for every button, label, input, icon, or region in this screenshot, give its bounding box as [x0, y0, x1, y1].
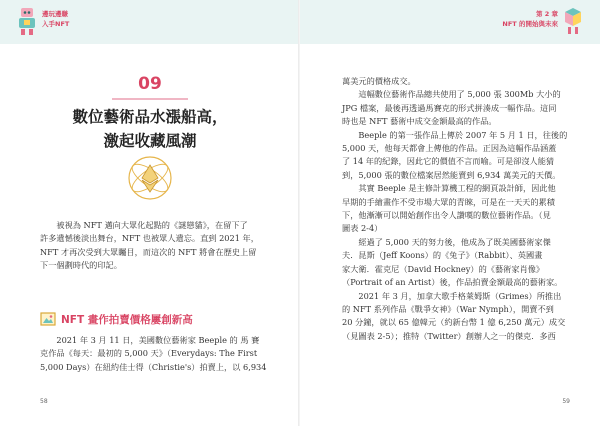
chapter-title-line1: 數位藝術品水漲船高，	[72, 108, 228, 126]
section-title: NFT 畫作拍賣價格屢創新高	[61, 313, 193, 326]
right-header-line1: 第 2 章	[535, 10, 558, 18]
body-line: 夫．昆斯（Jeff Koons）的《兔子》（Rabbit）、英國畫	[342, 250, 543, 261]
section-paragraph	[40, 334, 280, 374]
intro-line: NFT 才再次受到大眾矚目，而這次的 NFT 將會在歷史上留	[40, 246, 257, 257]
body-line: 2021 年 3 月，加拿大歌手格萊姆斯（Grimes）所推出	[342, 290, 562, 301]
chapter-number: 09	[138, 74, 162, 94]
left-header-tag	[42, 9, 69, 29]
body-line: （Portrait of an Artist）後，作品拍賣金額最高的藝術家。	[342, 277, 563, 288]
body-line: 圖表 2-4）	[342, 223, 383, 234]
right-body-text	[342, 75, 582, 343]
body-line: 20 分鐘，就以 65 億韓元（約新台幣 1 億 6,250 萬元）成交	[342, 317, 566, 328]
section-heading	[40, 310, 193, 328]
body-line: 早期的手繪畫作不受市場大眾的青睞，可是在一天天的累積	[342, 196, 555, 207]
cube-mascot-icon	[562, 6, 584, 36]
body-line: 家大衛．霍克尼（David Hockney）的《藝術家肖像》	[342, 263, 545, 274]
body-line: 的 NFT 系列作品《戰爭女神》（War Nymph），開賣不到	[342, 303, 554, 314]
gallery-frame-icon	[40, 311, 56, 327]
body-line: 這幅數位藝術作品總共使用了 5,000 張 300Mb 大小的	[342, 89, 561, 100]
body-line: 下，他漸漸可以開始創作出令人讚嘆的數位藝術作品。（見	[342, 210, 551, 221]
robot-mascot-icon	[16, 6, 38, 36]
chapter-divider	[112, 98, 188, 100]
body-line: （見圖表 2-5）；推特（Twitter）創辦人之一的傑克．多西	[342, 330, 556, 341]
ethereum-emblem-icon	[124, 152, 176, 204]
body-line: 萬美元的價格成交。	[342, 76, 416, 86]
body-line: 時也是 NFT 藝術中成交金額最高的作品。	[342, 116, 497, 127]
page-number-right: 59	[562, 398, 570, 405]
intro-line: 許多遺憾後淡出舞台，NFT 也被眾人遺忘。直到 2021 年，	[40, 233, 259, 244]
intro-line: 下一個劃時代的印記。	[40, 260, 122, 271]
section-line: 5,000 Days）在紐約佳士得（Christie's）拍賣上，以 6,934	[40, 361, 267, 372]
body-line: 到，5,000 張的數位檔案居然能賣到 6,934 萬美元的天價。	[342, 169, 561, 180]
right-page	[300, 0, 600, 426]
section-line: 2021 年 3 月 11 日，美國數位藝術家 Beeple 的 馬 賽	[40, 335, 260, 345]
body-line: 5,000 天，他每天都會上傳他的作品。正因為這幅作品涵蓋	[342, 143, 557, 154]
intro-paragraph	[40, 219, 280, 273]
left-header-line1: 邊玩邊賺	[42, 10, 68, 18]
page-number-left: 58	[40, 398, 48, 405]
chapter-title	[0, 105, 300, 153]
section-line: 克作品《每天：最初的 5,000 天》（Everydays: The First	[40, 348, 258, 359]
body-line: 其實 Beeple 是主修計算機工程的網頁設計師，因此他	[342, 183, 556, 194]
body-line: 了 14 年的紀錄，因此它的價值不言而喻。可是卻沒人能猜	[342, 156, 555, 167]
body-line: JPG 檔案，最後再透過馬賽克的形式拼湊成一幅作品。這同	[342, 102, 557, 113]
intro-line: 被視為 NFT 邁向大眾化起點的《謎戀貓》，在留下了	[40, 220, 248, 230]
body-line: Beeple 的第一張作品上傳於 2007 年 5 月 1 日，往後的	[342, 129, 568, 140]
body-line: 經過了 5,000 天的努力後，他成為了既美國藝術家傑	[342, 236, 551, 247]
left-header-line2: 入手NFT	[42, 20, 70, 28]
right-header-line2: NFT 的開始與未來	[502, 20, 558, 28]
right-header-tag	[502, 9, 558, 29]
chapter-title-line2: 激起收藏風潮	[103, 132, 197, 150]
